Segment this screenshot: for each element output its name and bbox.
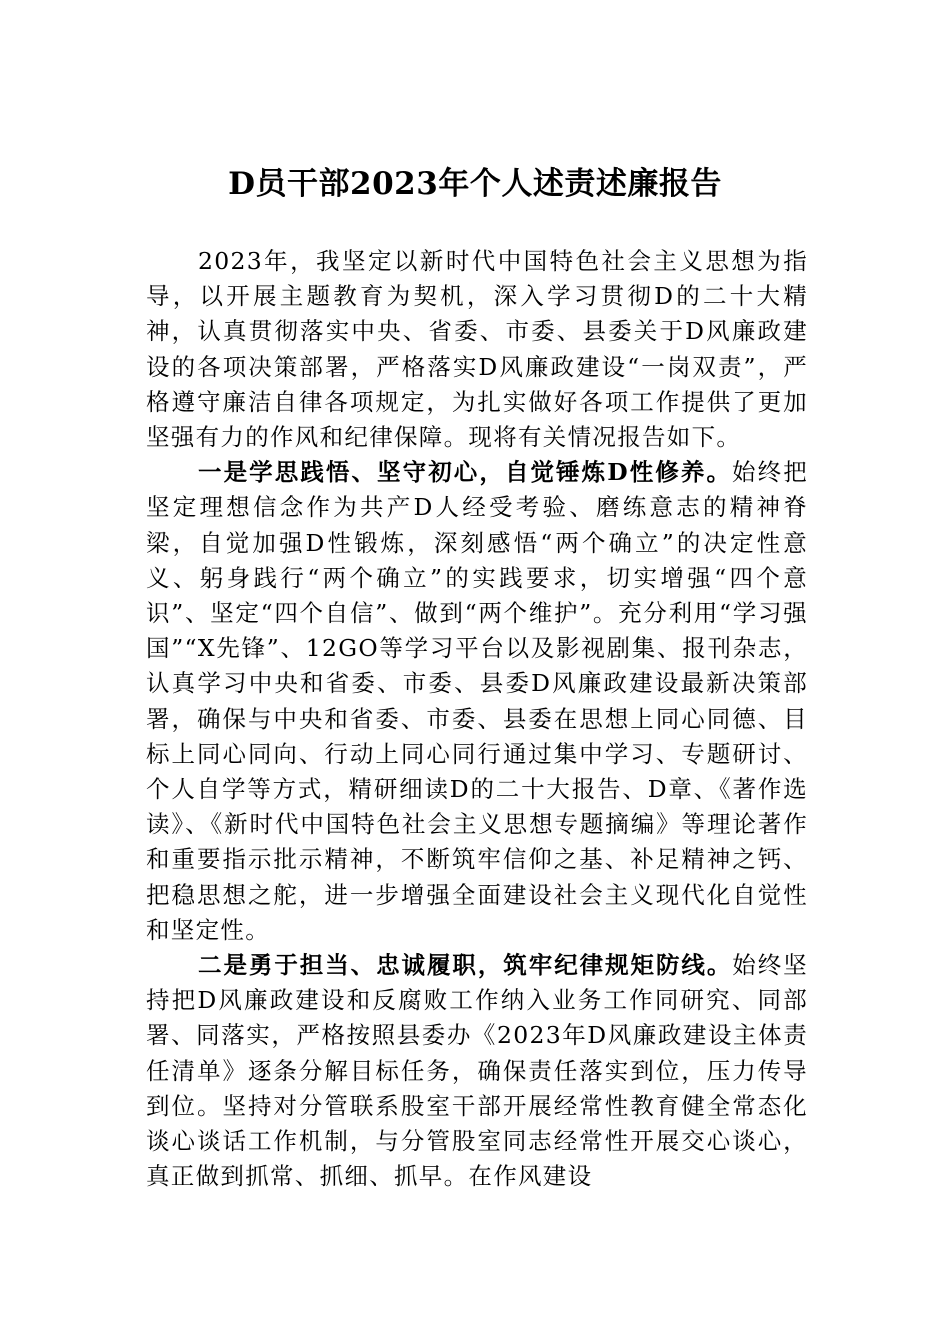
paragraph-section-1 [146,455,808,948]
document-body [146,244,808,1194]
paragraph-lead: 二是勇于担当、忠诚履职，筑牢纪律规矩防线。 [198,951,733,980]
document-title: D员干部2023年个人述责述廉报告 [228,166,722,202]
paragraph-text: 始终坚持把D风廉政建设和反腐败工作纳入业务工作同研究、同部署、同落实，严格按照县委办《2023年D风廉政建设主体责任清单》逐条分解目标任务，确保责任落实到位，压力传导到位。坚持对分管联系股室干部开展经常性教育健全常态化谈心谈话工作机制，与分管股室同志经常性开展交心谈心，真正做到抓常、抓细、抓早。在作风建设 [146,951,808,1191]
paragraph-lead: 一是学思践悟、坚守初心，自觉锤炼D性修养。 [198,458,733,487]
paragraph-intro [146,244,808,455]
paragraph-text: 始终把坚定理想信念作为共产D人经受考验、磨练意志的精神脊梁，自觉加强D性锻炼，深刻感悟“两个确立”的决定性意义、躬身践行“两个确立”的实践要求，切实增强“四个意识”、坚定“四个自信”、做到“两个维护”。充分利用“学习强国”“X先锋”、12GO等学习平台以及影视剧集、报刊杂志，认真学习中央和省委、市委、县委D风廉政建设最新决策部署，确保与中央和省委、市委、县委在思想上同心同德、目标上同心同向、行动上同心同行通过集中学习、专题研讨、个人自学等方式，精研细读D的二十大报告、D章、《著作选读》、《新时代中国特色社会主义思想专题摘编》等理论著作和重要指示批示精神，不断筑牢信仰之基、补足精神之钙、把稳思想之舵，进一步增强全面建设社会主义现代化自觉性和坚定性。 [146,458,808,944]
paragraph-section-2 [146,948,808,1194]
paragraph-text: 2023年，我坚定以新时代中国特色社会主义思想为指导，以开展主题教育为契机，深入学习贯彻D的二十大精神，认真贯彻落实中央、省委、市委、县委关于D风廉政建设的各项决策部署，严格落实D风廉政建设“一岗双责”，严格遵守廉洁自律各项规定，为扎实做好各项工作提供了更加坚强有力的作风和纪律保障。现将有关情况报告如下。 [146,247,808,452]
